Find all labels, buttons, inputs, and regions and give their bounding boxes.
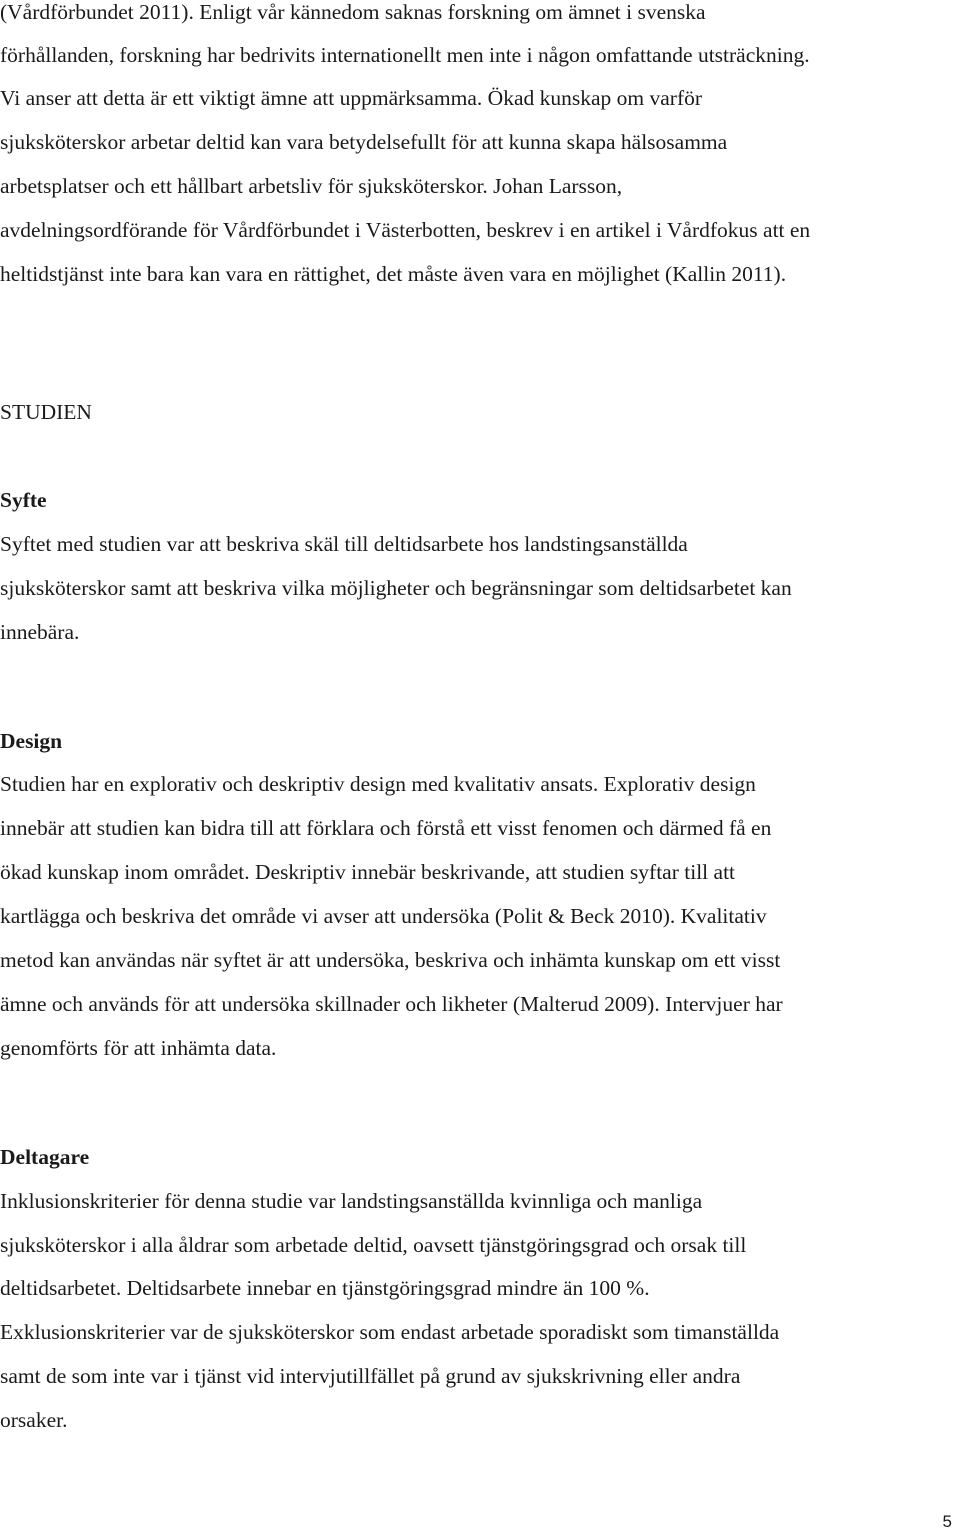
syfte-heading: Syfte [0,488,47,512]
design-line-2: innebär att studien kan bidra till att förklara och förstå ett visst fenomen och därmed få en [0,816,772,840]
design-line-5: metod kan användas när syftet är att undersöka, beskriva och inhämta kunskap om ett visst [0,948,781,972]
intro-line-2: förhållanden, forskning har bedrivits internationellt men inte i någon omfattande utsträckning. [0,43,810,67]
intro-line-1: (Vårdförbundet 2011). Enligt vår kännedom saknas forskning om ämnet i svenska [0,0,706,24]
intro-line-4: sjuksköterskor arbetar deltid kan vara betydelsefullt för att kunna skapa hälsosamma [0,130,728,154]
page-number: 5 [942,1512,952,1531]
intro-line-6: avdelningsordförande för Vårdförbundet i Västerbotten, beskrev i en artikel i Vårdfokus att en [0,218,811,242]
design-line-6: ämne och används för att undersöka skillnader och likheter (Malterud 2009). Intervjuer har [0,992,783,1016]
design-line-1: Studien har en explorativ och deskriptiv design med kvalitativ ansats. Explorativ design [0,772,756,796]
deltagare-line-1: Inklusionskriterier för denna studie var landstingsanställda kvinnliga och manliga [0,1189,703,1213]
deltagare-line-6: orsaker. [0,1408,68,1432]
deltagare-line-5: samt de som inte var i tjänst vid intervjutillfället på grund av sjukskrivning eller andra [0,1364,741,1388]
deltagare-heading: Deltagare [0,1145,90,1169]
design-line-4: kartlägga och beskriva det område vi avser att undersöka (Polit & Beck 2010). Kvalitativ [0,904,767,928]
syfte-line-1: Syftet med studien var att beskriva skäl till deltidsarbete hos landstingsanställda [0,532,688,556]
deltagare-line-4: Exklusionskriterier var de sjuksköterskor som endast arbetade sporadiskt som timanställda [0,1320,780,1344]
deltagare-line-2: sjuksköterskor i alla åldrar som arbetade deltid, oavsett tjänstgöringsgrad och orsak till [0,1233,747,1257]
intro-line-7: heltidstjänst inte bara kan vara en rättighet, det måste även vara en möjlighet (Kallin 2011). [0,262,787,286]
syfte-line-2: sjuksköterskor samt att beskriva vilka möjligheter och begränsningar som deltidsarbetet kan [0,576,792,600]
syfte-line-3: innebära. [0,620,80,644]
design-heading: Design [0,729,63,753]
intro-line-5: arbetsplatser och ett hållbart arbetsliv för sjuksköterskor. Johan Larsson, [0,174,623,198]
design-line-3: ökad kunskap inom området. Deskriptiv innebär beskrivande, att studien syftar till att [0,860,736,884]
section-title: STUDIEN [0,400,92,424]
design-line-7: genomförts för att inhämta data. [0,1036,277,1060]
deltagare-line-3: deltidsarbetet. Deltidsarbete innebar en tjänstgöringsgrad mindre än 100 %. [0,1276,650,1300]
intro-line-3: Vi anser att detta är ett viktigt ämne att uppmärksamma. Ökad kunskap om varför [0,86,703,110]
